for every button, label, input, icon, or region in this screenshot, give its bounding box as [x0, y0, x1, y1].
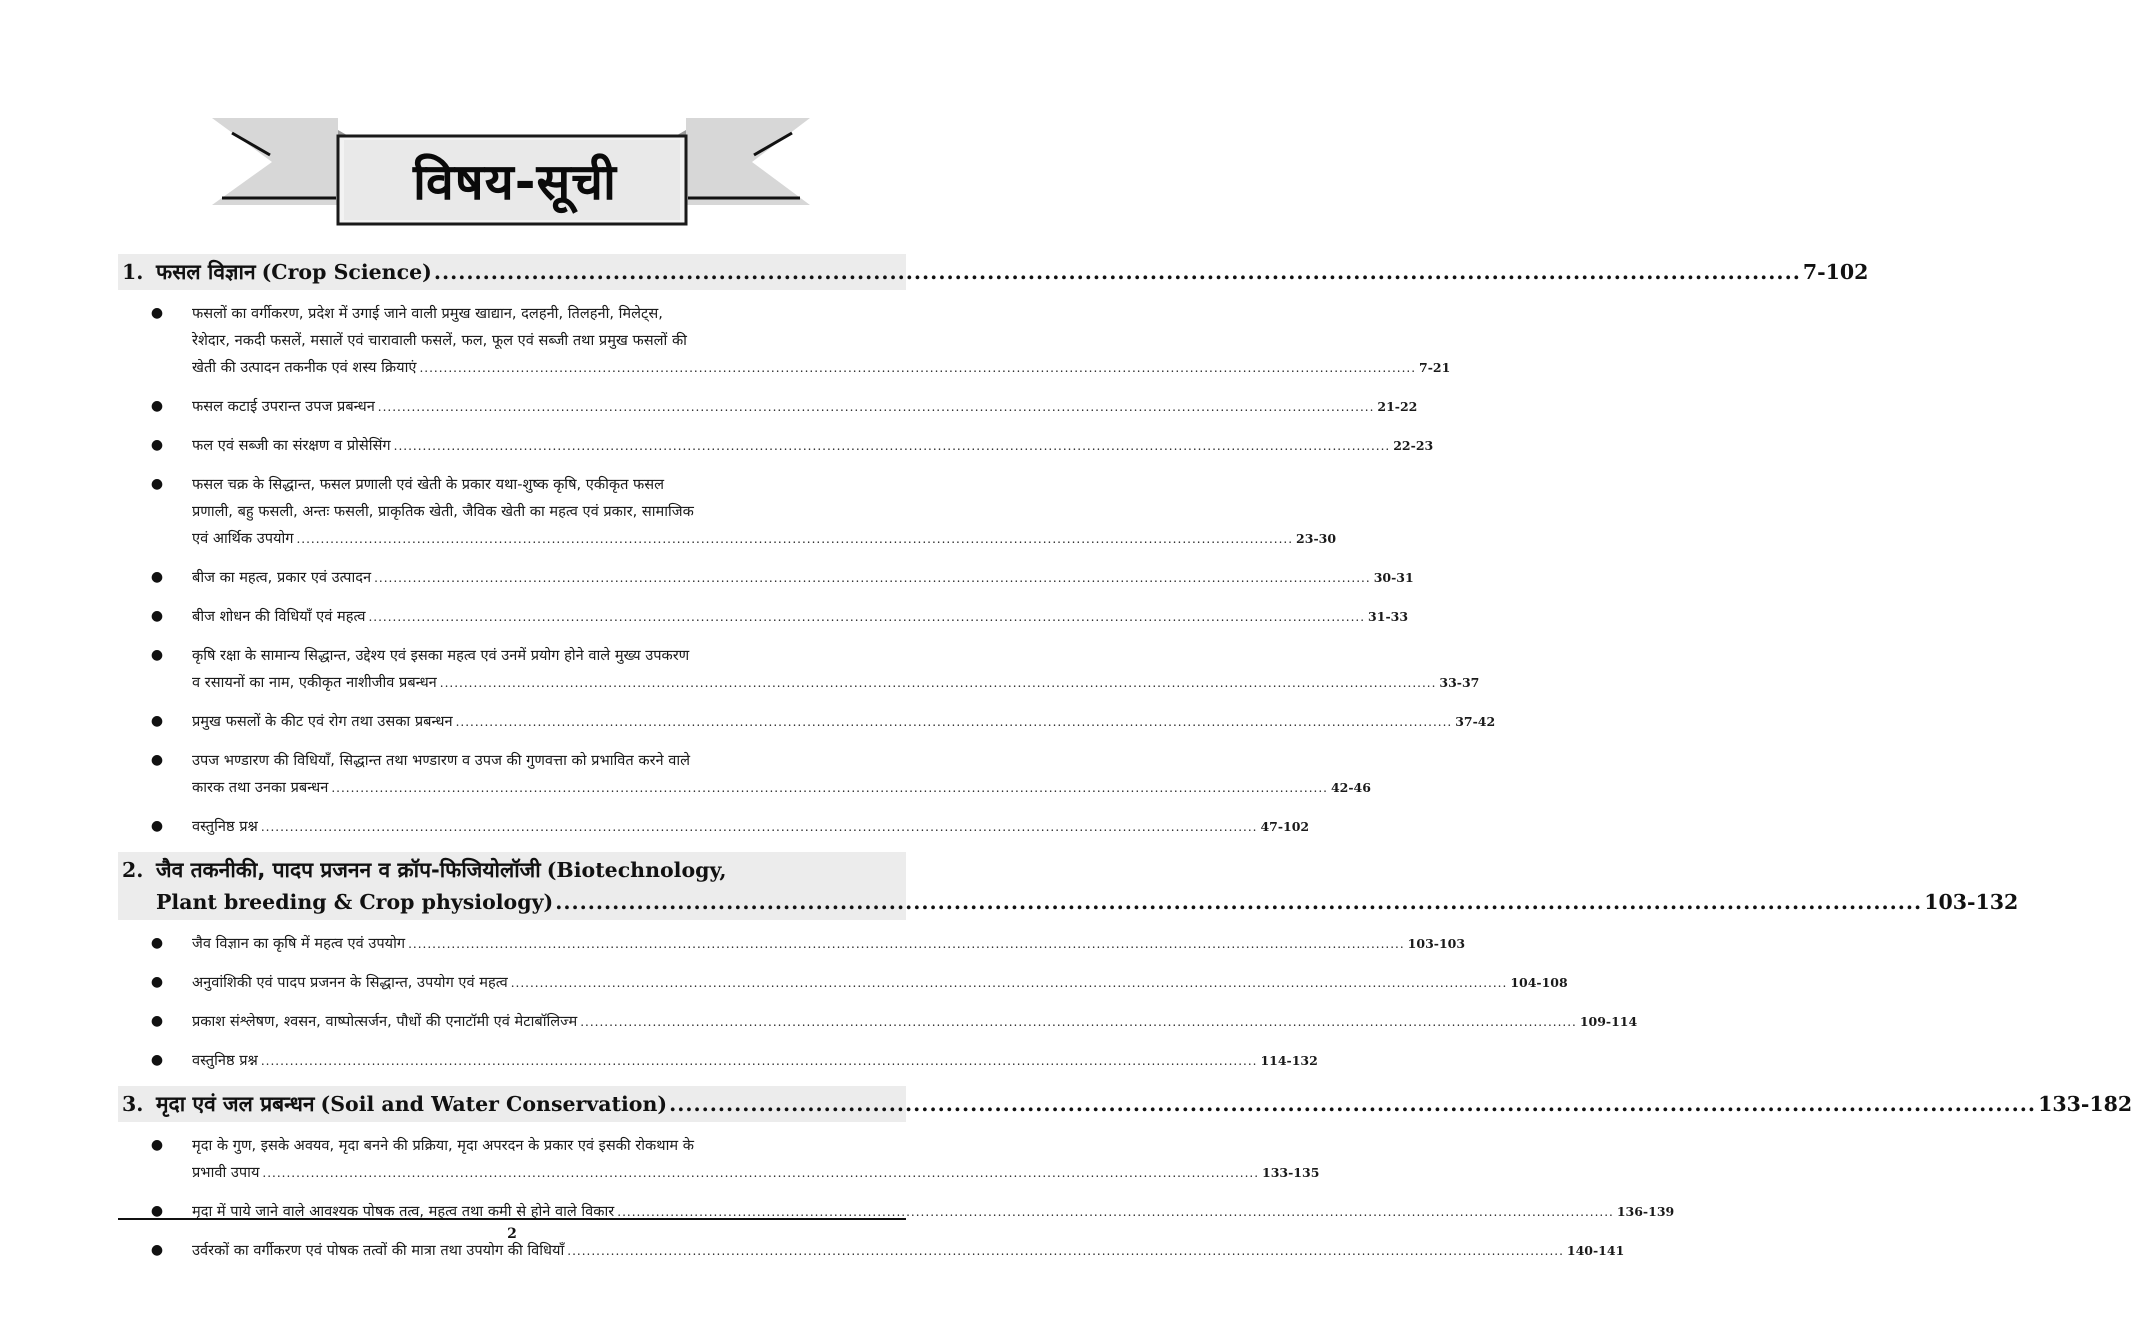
list-item [118, 969, 1568, 997]
list-item [118, 1008, 1638, 1036]
leader-dots [374, 565, 1371, 592]
item-text-line: एवं आर्थिक उपयोग [192, 530, 294, 547]
leader-dots [419, 355, 1416, 382]
bullet-icon: ● [150, 752, 164, 768]
section-title-english-cont: Plant breeding & Crop physiology) [156, 890, 554, 914]
item-pages: 47-102 [1260, 819, 1310, 834]
item-text-line: प्रणाली, बहु फसली, अन्तः फसली, प्राकृतिक खेती, जैविक खेती का महत्व एवं प्रकार, सामाजिक [192, 503, 694, 520]
leader-dots [331, 775, 1328, 802]
section-title-hindi: जैव तकनीकी, पादप प्रजनन व क्रॉप-फिजियोलॉजी [156, 858, 541, 882]
item-text-line: अनुवांशिकी एवं पादप प्रजनन के सिद्धान्त, उपयोग एवं महत्व [192, 974, 508, 991]
title-banner [0, 0, 1024, 240]
leader-dots [617, 1199, 1614, 1226]
item-pages: 109-114 [1579, 1014, 1638, 1029]
section-number: 1. [122, 260, 144, 284]
bullet-icon: ● [150, 974, 164, 990]
section-number: 3. [122, 1092, 144, 1116]
item-text-line: प्रमुख फसलों के कीट एवं रोग तथा उसका प्रबन्धन [192, 713, 453, 730]
leader-dots [296, 526, 1293, 553]
list-item [118, 1047, 1318, 1075]
bullet-icon: ● [150, 1013, 164, 1029]
list-item [118, 471, 1337, 553]
item-text-line: बीज का महत्व, प्रकार एवं उत्पादन [192, 569, 372, 586]
bullet-icon: ● [150, 1052, 164, 1068]
list-item [118, 432, 1434, 460]
item-text-line: वस्तुनिष्ठ प्रश्न [192, 818, 258, 835]
item-pages: 22-23 [1393, 438, 1434, 453]
bullet-icon: ● [150, 437, 164, 453]
section-item-list [118, 300, 1496, 841]
list-item [118, 1198, 1675, 1226]
item-text-line: जैव विज्ञान का कृषि में महत्व एवं उपयोग [192, 935, 406, 952]
section-heading-biotechnology [118, 852, 2019, 920]
item-text-line: प्रकाश संश्लेषण, श्वसन, वाष्पोत्सर्जन, पौधों की एनाटॉमी एवं मेटाबॉलिज्म [192, 1013, 578, 1030]
section-title-hindi: फसल विज्ञान [156, 260, 256, 284]
list-item [118, 708, 1496, 736]
item-pages: 133-135 [1262, 1165, 1320, 1180]
bullet-icon: ● [150, 647, 164, 663]
leader-dots [669, 1088, 2036, 1120]
section-title-english: (Soil and Water Conservation) [320, 1092, 668, 1116]
leader-dots [580, 1009, 1577, 1036]
section-pages: 7-102 [1802, 260, 1869, 284]
item-pages: 23-30 [1296, 531, 1337, 546]
section-item-list [118, 930, 1638, 1075]
list-item [118, 603, 1409, 631]
item-text-line: उपज भण्डारण की विधियाँ, सिद्धान्त तथा भण्डारण व उपज की गुणवत्ता को प्रभावित करने वाले [192, 752, 691, 769]
section-pages: 133-182 [2038, 1092, 2132, 1116]
bullet-icon: ● [150, 1137, 164, 1153]
item-pages: 136-139 [1616, 1204, 1675, 1219]
section-title-english: (Biotechnology, [546, 858, 727, 882]
bullet-icon: ● [150, 398, 164, 414]
item-text-line: वस्तुनिष्ठ प्रश्न [192, 1052, 258, 1069]
item-text-line: मृदा में पाये जाने वाले आवश्यक पोषक तत्व, महत्व तथा कमी से होने वाले विकार [192, 1203, 615, 1220]
table-of-contents [118, 254, 2132, 1276]
bullet-icon: ● [150, 818, 164, 834]
list-item [118, 930, 1466, 958]
leader-dots [378, 394, 1375, 421]
item-pages: 33-37 [1439, 675, 1480, 690]
leader-dots [434, 256, 1801, 288]
item-text-line: खेती की उत्पादन तकनीक एवं शस्य क्रियाएं [192, 359, 417, 376]
item-pages: 21-22 [1377, 399, 1418, 414]
item-text-line: फसलों का वर्गीकरण, प्रदेश में उगाई जाने वाली प्रमुख खाद्यान, दलहनी, तिलहनी, मिलेट्स, [192, 305, 663, 322]
list-item [118, 813, 1310, 841]
item-pages: 7-21 [1419, 360, 1451, 375]
leader-dots [408, 931, 1405, 958]
list-item [118, 1132, 1320, 1187]
section-heading-soil-water [118, 1086, 2132, 1122]
item-pages: 30-31 [1373, 570, 1414, 585]
item-text-line: बीज शोधन की विधियाँ एवं महत्व [192, 608, 366, 625]
section-pages: 103-132 [1924, 890, 2019, 914]
item-text-line: फसल चक्र के सिद्धान्त, फसल प्रणाली एवं खेती के प्रकार यथा-शुष्क कृषि, एकीकृत फसल [192, 476, 665, 493]
leader-dots [261, 814, 1258, 841]
bullet-icon: ● [150, 935, 164, 951]
section-number: 2. [122, 858, 144, 882]
leader-dots [555, 886, 1922, 918]
bullet-icon: ● [150, 305, 164, 321]
leader-dots [456, 709, 1453, 736]
leader-dots [262, 1160, 1259, 1187]
item-pages: 140-141 [1566, 1243, 1625, 1258]
item-pages: 114-132 [1260, 1053, 1318, 1068]
bullet-icon: ● [150, 476, 164, 492]
item-text-line: फल एवं सब्जी का संरक्षण व प्रोसेसिंग [192, 437, 391, 454]
leader-dots [567, 1238, 1564, 1265]
leader-dots [368, 604, 1365, 631]
list-item [118, 564, 1414, 592]
leader-dots [394, 433, 1391, 460]
item-text-line: कृषि रक्षा के सामान्य सिद्धान्त, उद्देश्य एवं इसका महत्व एवं उनमें प्रयोग होने वाले मुख्य उपकरण [192, 647, 690, 664]
page-number: 2 [507, 1226, 517, 1242]
item-text-line: रेशेदार, नकदी फसलें, मसालें एवं चारावाली फसलें, फल, फूल एवं सब्जी तथा प्रमुख फसलों की [192, 332, 687, 349]
list-item [118, 642, 1480, 697]
item-pages: 42-46 [1330, 780, 1371, 795]
section-title-english: (Crop Science) [261, 260, 432, 284]
footer-divider [118, 1218, 906, 1220]
section-heading-crop-science [118, 254, 1869, 290]
item-text-line: कारक तथा उनका प्रबन्धन [192, 779, 329, 796]
leader-dots [511, 970, 1508, 997]
item-pages: 104-108 [1510, 975, 1568, 990]
item-pages: 103-103 [1407, 936, 1466, 951]
leader-dots [261, 1048, 1258, 1075]
bullet-icon: ● [150, 713, 164, 729]
bullet-icon: ● [150, 1242, 164, 1258]
leader-dots [440, 670, 1437, 697]
item-text-line: फसल कटाई उपरान्त उपज प्रबन्धन [192, 398, 375, 415]
item-text-line: मृदा के गुण, इसके अवयव, मृदा बनने की प्रक्रिया, मृदा अपरदन के प्रकार एवं इसकी रोकथाम के [192, 1137, 694, 1154]
list-item [118, 300, 1451, 382]
page-title: विषय-सूची [413, 153, 617, 211]
item-text-line: प्रभावी उपाय [192, 1164, 260, 1181]
item-text-line: उर्वरकों का वर्गीकरण एवं पोषक तत्वों की मात्रा तथा उपयोग की विधियाँ [192, 1242, 565, 1259]
bullet-icon: ● [150, 569, 164, 585]
bullet-icon: ● [150, 608, 164, 624]
section-item-list [118, 1132, 1675, 1265]
item-text-line: व रसायनों का नाम, एकीकृत नाशीजीव प्रबन्धन [192, 674, 437, 691]
section-title-hindi: मृदा एवं जल प्रबन्धन [156, 1092, 315, 1116]
list-item [118, 747, 1371, 802]
list-item [118, 393, 1418, 421]
bullet-icon: ● [150, 1203, 164, 1219]
item-pages: 31-33 [1368, 609, 1409, 624]
item-pages: 37-42 [1455, 714, 1496, 729]
